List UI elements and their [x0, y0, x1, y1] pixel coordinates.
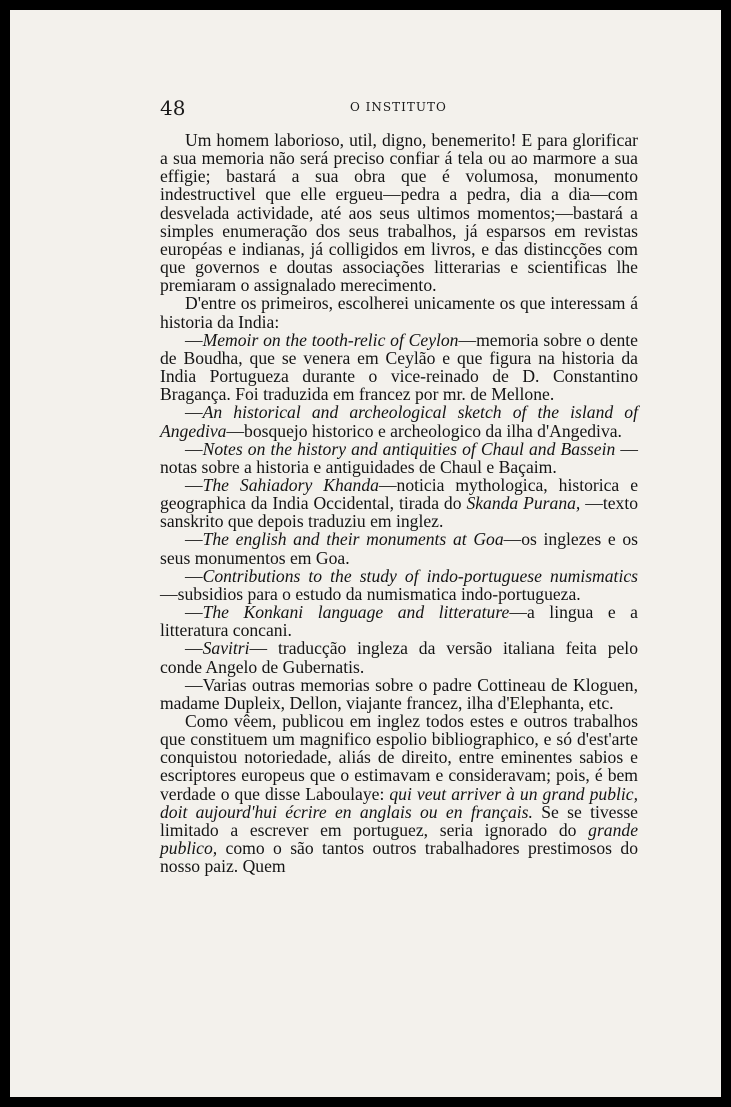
text-segment: — — [185, 565, 203, 586]
italic-title-text: The Konkani language and litterature — [202, 602, 510, 623]
body-text — [160, 131, 638, 875]
italic-title-text: Memoir on the tooth-relic of Ceylon — [202, 329, 459, 350]
paragraph — [160, 331, 638, 404]
text-segment: —a lingua e a litteratura concani. — [160, 602, 638, 641]
paragraph — [160, 476, 638, 530]
text-segment: como o são tantos outros trabalhadores prestimosos do nosso paiz. Quem — [160, 838, 638, 877]
text-segment: — — [185, 402, 203, 423]
italic-title-text: grande publico, — [160, 819, 638, 859]
paragraph — [160, 676, 638, 712]
text-segment: —memoria sobre o dente de Boudha, que se venera em Ceylão e que figura na historia da India Portugueza durante o vice-reinado de D. Constantino Bragança. Foi traduzida em francez por mr. de Mellone. — [160, 329, 638, 405]
text-segment: — — [185, 638, 203, 659]
paragraph — [160, 603, 638, 639]
journal-title: O INSTITUTO — [350, 100, 447, 114]
text-segment: — — [185, 329, 203, 350]
italic-title-text: The english and their monuments at Goa — [202, 529, 504, 550]
italic-title-text: The Sahiadory Khanda — [202, 474, 379, 495]
text-segment: Se se tivesse limitado a escrever em portuguez, seria ignorado do — [160, 801, 638, 840]
running-head — [10, 96, 721, 120]
italic-title-text: Skanda Purana, — [466, 493, 581, 514]
paragraph — [160, 530, 638, 566]
italic-title-text: An historical and archeological sketch of the island of Angediva — [160, 402, 638, 441]
text-segment: —Varias outras memorias sobre o padre Cottineau de Kloguen, madame Dupleix, Dellon, viajante francez, ilha d'Elephanta, etc. — [160, 674, 638, 713]
paragraph — [160, 639, 638, 675]
text-segment: Como vêem, publicou em inglez todos estes e outros trabalhos que constituem um magnifico espolio bibliographico, e só d'est'arte conquistou notoriedade, aliás de direito, entre eminentes sabios e escriptores europeus que o estimavam e consideravam; pois, é bem verdade o que disse Laboulaye: — [160, 711, 638, 804]
text-segment: — — [185, 438, 203, 459]
paragraph — [160, 440, 638, 476]
scanned-page — [10, 10, 721, 1097]
text-segment: — — [185, 602, 203, 623]
text-segment: —noticia mythologica, historica e geographica da India Occidental, tirada do — [160, 474, 639, 514]
text-segment: — traducção ingleza da versão italiana feita pelo conde Angelo de Gubernatis. — [160, 638, 638, 677]
paragraph — [160, 403, 638, 439]
text-segment: Um homem laborioso, util, digno, benemerito! E para glorificar a sua memoria não será preciso confiar á tela ou ao marmore a sua effigie; bastará a sua obra que é volumosa, monumento indestructivel que elle ergueu—pedra a pedra, dia a dia—com desvelada actividade, até aos seus ultimos momentos;—bastará a simples enumeração dos seus trabalhos, já esparsos em revistas européas e indianas, já colligidos em livros, e das distincções com que governos e doutas associações litterarias e scientificas lhe premiaram o assignalado merecimento. — [160, 130, 638, 296]
text-segment: —notas sobre a historia e antiguidades de Chaul e Baçaim. — [160, 438, 638, 477]
paragraph — [160, 712, 638, 875]
italic-title-text: Notes on the history and antiquities of Chaul and Bassein — [202, 438, 616, 459]
text-segment: — — [185, 529, 203, 550]
page-number: 48 — [160, 96, 186, 120]
paragraph — [160, 131, 638, 294]
text-segment: D'entre os primeiros, escolherei unicamente os que interessam á historia da India: — [160, 293, 638, 332]
paragraph — [160, 567, 638, 603]
italic-title-text: Contributions to the study of indo-portuguese numismatics — [202, 565, 638, 586]
text-segment: — — [185, 474, 203, 495]
text-segment: —texto sanskrito que depois traduziu em inglez. — [160, 493, 639, 532]
paragraph — [160, 294, 638, 330]
text-segment: —subsidios para o estudo da numismatica indo-portugueza. — [160, 583, 581, 604]
text-segment: —bosquejo historico e archeologico da ilha d'Angediva. — [226, 420, 622, 441]
italic-title-text: Savitri — [202, 638, 250, 659]
text-segment: —os inglezes e os seus monumentos em Goa. — [160, 529, 638, 568]
italic-title-text: qui veut arriver à un grand public, doit aujourd'hui écrire en anglais ou en français. — [160, 783, 638, 822]
